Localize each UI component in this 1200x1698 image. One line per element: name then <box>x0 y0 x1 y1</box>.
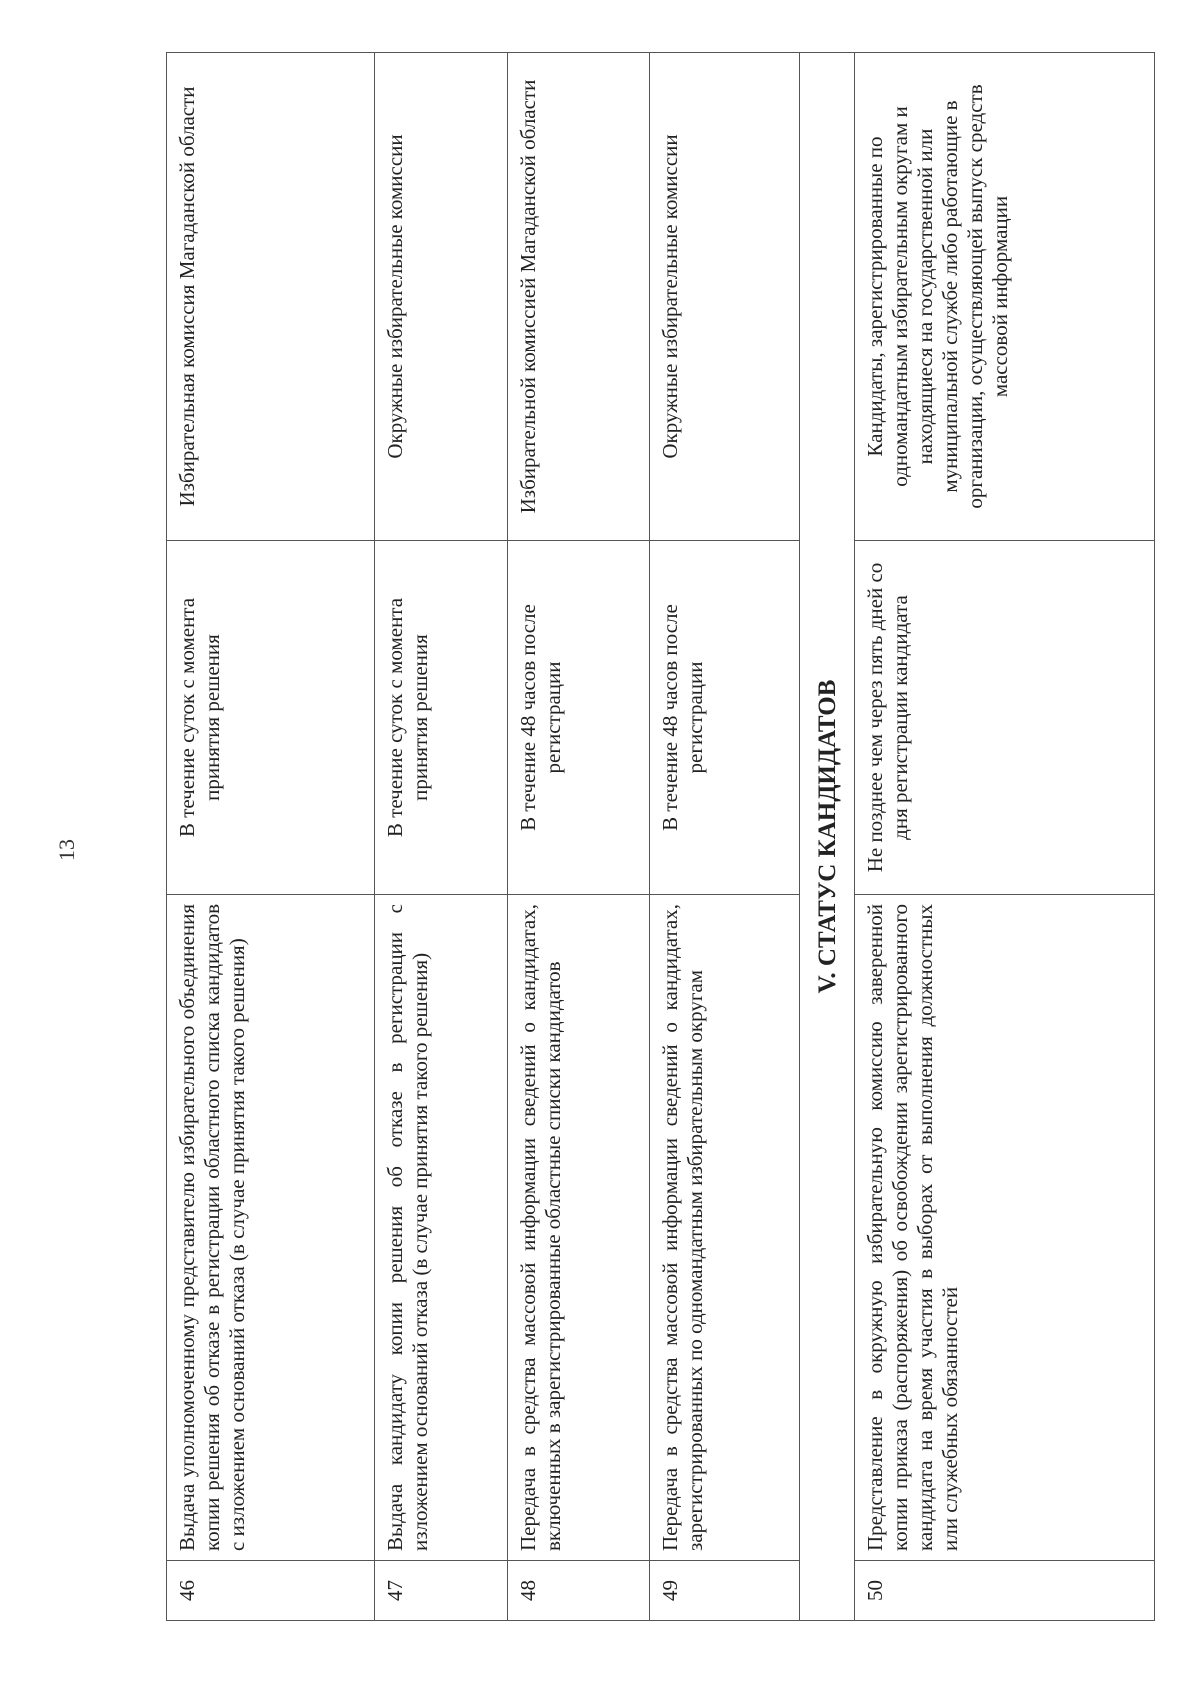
event-deadline: В течение 48 часов после регистрации <box>650 541 800 895</box>
event-responsible: Кандидаты, зарегистрированные по одномандатным избирательным округам и находящиеся на государственной или муниципальной службе либо работающие в организации, осуществляющей выпуск средств массовой информации <box>855 53 1155 541</box>
schedule-table-rotated <box>166 53 1154 1621</box>
row-number: 46 <box>167 1561 375 1621</box>
event-responsible: Окружные избирательные комиссии <box>650 53 800 541</box>
event-responsible: Избирательной комиссией Магаданской области <box>508 53 650 541</box>
row-number: 50 <box>855 1561 1155 1621</box>
table-row <box>650 53 800 1621</box>
event-description: Представление в окружную избирательную комиссию заверенной копии приказа (распоряжения) об освобождении зарегистрированного кандидата на время участия в выборах от выполнения должностных или служебных обязанностей <box>855 895 1155 1561</box>
table-row <box>167 53 375 1621</box>
row-number: 49 <box>650 1561 800 1621</box>
table-row <box>508 53 650 1621</box>
row-number: 48 <box>508 1561 650 1621</box>
event-responsible: Избирательная комиссия Магаданской области <box>167 53 375 541</box>
table-row <box>855 53 1155 1621</box>
event-description: Передача в средства массовой информации сведений о кандидатах, включенных в зарегистрированные областные списки кандидатов <box>508 895 650 1561</box>
section-heading-row <box>800 53 855 1621</box>
event-description: Выдача кандидату копии решения об отказе в регистрации с изложением оснований отказа (в случае принятия такого решения) <box>375 895 508 1561</box>
schedule-table <box>166 52 1155 1621</box>
table-row <box>375 53 508 1621</box>
event-deadline: В течение суток с момента принятия решения <box>375 541 508 895</box>
event-description: Передача в средства массовой информации сведений о кандидатах, зарегистрированных по одномандатным избирательным округам <box>650 895 800 1561</box>
row-number: 47 <box>375 1561 508 1621</box>
event-deadline: В течение 48 часов после регистрации <box>508 541 650 895</box>
event-deadline: Не позднее чем через пять дней со дня регистрации кандидата <box>855 541 1155 895</box>
page-number: 13 <box>54 839 79 861</box>
event-deadline: В течение суток с момента принятия решения <box>167 541 375 895</box>
event-description: Выдача уполномоченному представителю избирательного объединения копии решения об отказе в регистрации областного списка кандидатов с изложением оснований отказа (в случае принятия такого решения) <box>167 895 375 1561</box>
event-responsible: Окружные избирательные комиссии <box>375 53 508 541</box>
section-title: V. СТАТУС КАНДИДАТОВ <box>800 53 855 1621</box>
